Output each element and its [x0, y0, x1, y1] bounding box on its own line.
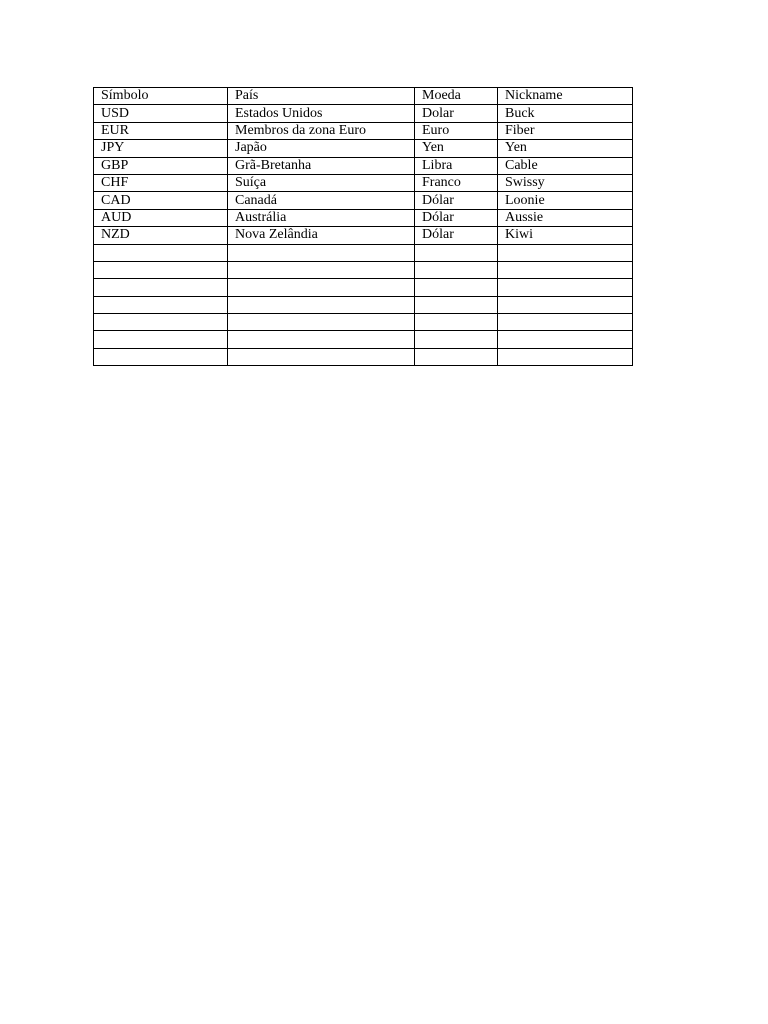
empty-table-row [94, 348, 633, 365]
cell-moeda: Franco [415, 174, 498, 191]
cell-nickname: Buck [498, 105, 633, 122]
empty-cell [498, 279, 633, 296]
empty-cell [415, 348, 498, 365]
empty-cell [94, 331, 228, 348]
header-moeda: Moeda [415, 88, 498, 105]
cell-pais: Nova Zelândia [228, 227, 415, 244]
cell-simbolo: EUR [94, 122, 228, 139]
empty-cell [415, 279, 498, 296]
table-row [94, 122, 633, 139]
cell-moeda: Dolar [415, 105, 498, 122]
empty-cell [498, 244, 633, 261]
cell-simbolo: AUD [94, 209, 228, 226]
cell-simbolo: CAD [94, 192, 228, 209]
cell-nickname: Cable [498, 157, 633, 174]
empty-cell [415, 261, 498, 278]
empty-cell [498, 331, 633, 348]
header-pais: País [228, 88, 415, 105]
cell-nickname: Aussie [498, 209, 633, 226]
empty-cell [94, 296, 228, 313]
cell-pais: Japão [228, 140, 415, 157]
cell-moeda: Dólar [415, 192, 498, 209]
cell-simbolo: USD [94, 105, 228, 122]
cell-pais: Suíça [228, 174, 415, 191]
cell-pais: Estados Unidos [228, 105, 415, 122]
table-row [94, 192, 633, 209]
table-header-row [94, 88, 633, 105]
empty-table-row [94, 296, 633, 313]
cell-moeda: Euro [415, 122, 498, 139]
empty-cell [498, 296, 633, 313]
empty-cell [228, 261, 415, 278]
cell-nickname: Yen [498, 140, 633, 157]
empty-cell [228, 279, 415, 296]
table-row [94, 227, 633, 244]
empty-cell [94, 279, 228, 296]
empty-cell [498, 261, 633, 278]
cell-simbolo: JPY [94, 140, 228, 157]
empty-cell [228, 314, 415, 331]
empty-cell [415, 314, 498, 331]
header-simbolo: Símbolo [94, 88, 228, 105]
cell-simbolo: NZD [94, 227, 228, 244]
table-row [94, 105, 633, 122]
cell-pais: Austrália [228, 209, 415, 226]
empty-table-row [94, 261, 633, 278]
cell-simbolo: CHF [94, 174, 228, 191]
empty-cell [228, 296, 415, 313]
empty-table-row [94, 279, 633, 296]
empty-cell [415, 244, 498, 261]
currency-table [93, 87, 633, 366]
empty-cell [94, 348, 228, 365]
table-row [94, 157, 633, 174]
cell-moeda: Yen [415, 140, 498, 157]
empty-cell [228, 348, 415, 365]
empty-cell [94, 261, 228, 278]
empty-table-row [94, 314, 633, 331]
empty-cell [94, 244, 228, 261]
cell-pais: Membros da zona Euro [228, 122, 415, 139]
empty-cell [94, 314, 228, 331]
table-row [94, 140, 633, 157]
cell-moeda: Dólar [415, 227, 498, 244]
cell-moeda: Dólar [415, 209, 498, 226]
table-body [94, 105, 633, 366]
table-row [94, 174, 633, 191]
empty-table-row [94, 244, 633, 261]
cell-moeda: Libra [415, 157, 498, 174]
cell-pais: Canadá [228, 192, 415, 209]
empty-cell [498, 314, 633, 331]
empty-cell [228, 244, 415, 261]
empty-cell [415, 296, 498, 313]
cell-nickname: Loonie [498, 192, 633, 209]
empty-cell [228, 331, 415, 348]
cell-simbolo: GBP [94, 157, 228, 174]
cell-nickname: Swissy [498, 174, 633, 191]
empty-cell [415, 331, 498, 348]
cell-nickname: Kiwi [498, 227, 633, 244]
empty-table-row [94, 331, 633, 348]
empty-cell [498, 348, 633, 365]
cell-pais: Grã-Bretanha [228, 157, 415, 174]
header-nickname: Nickname [498, 88, 633, 105]
table-row [94, 209, 633, 226]
cell-nickname: Fiber [498, 122, 633, 139]
